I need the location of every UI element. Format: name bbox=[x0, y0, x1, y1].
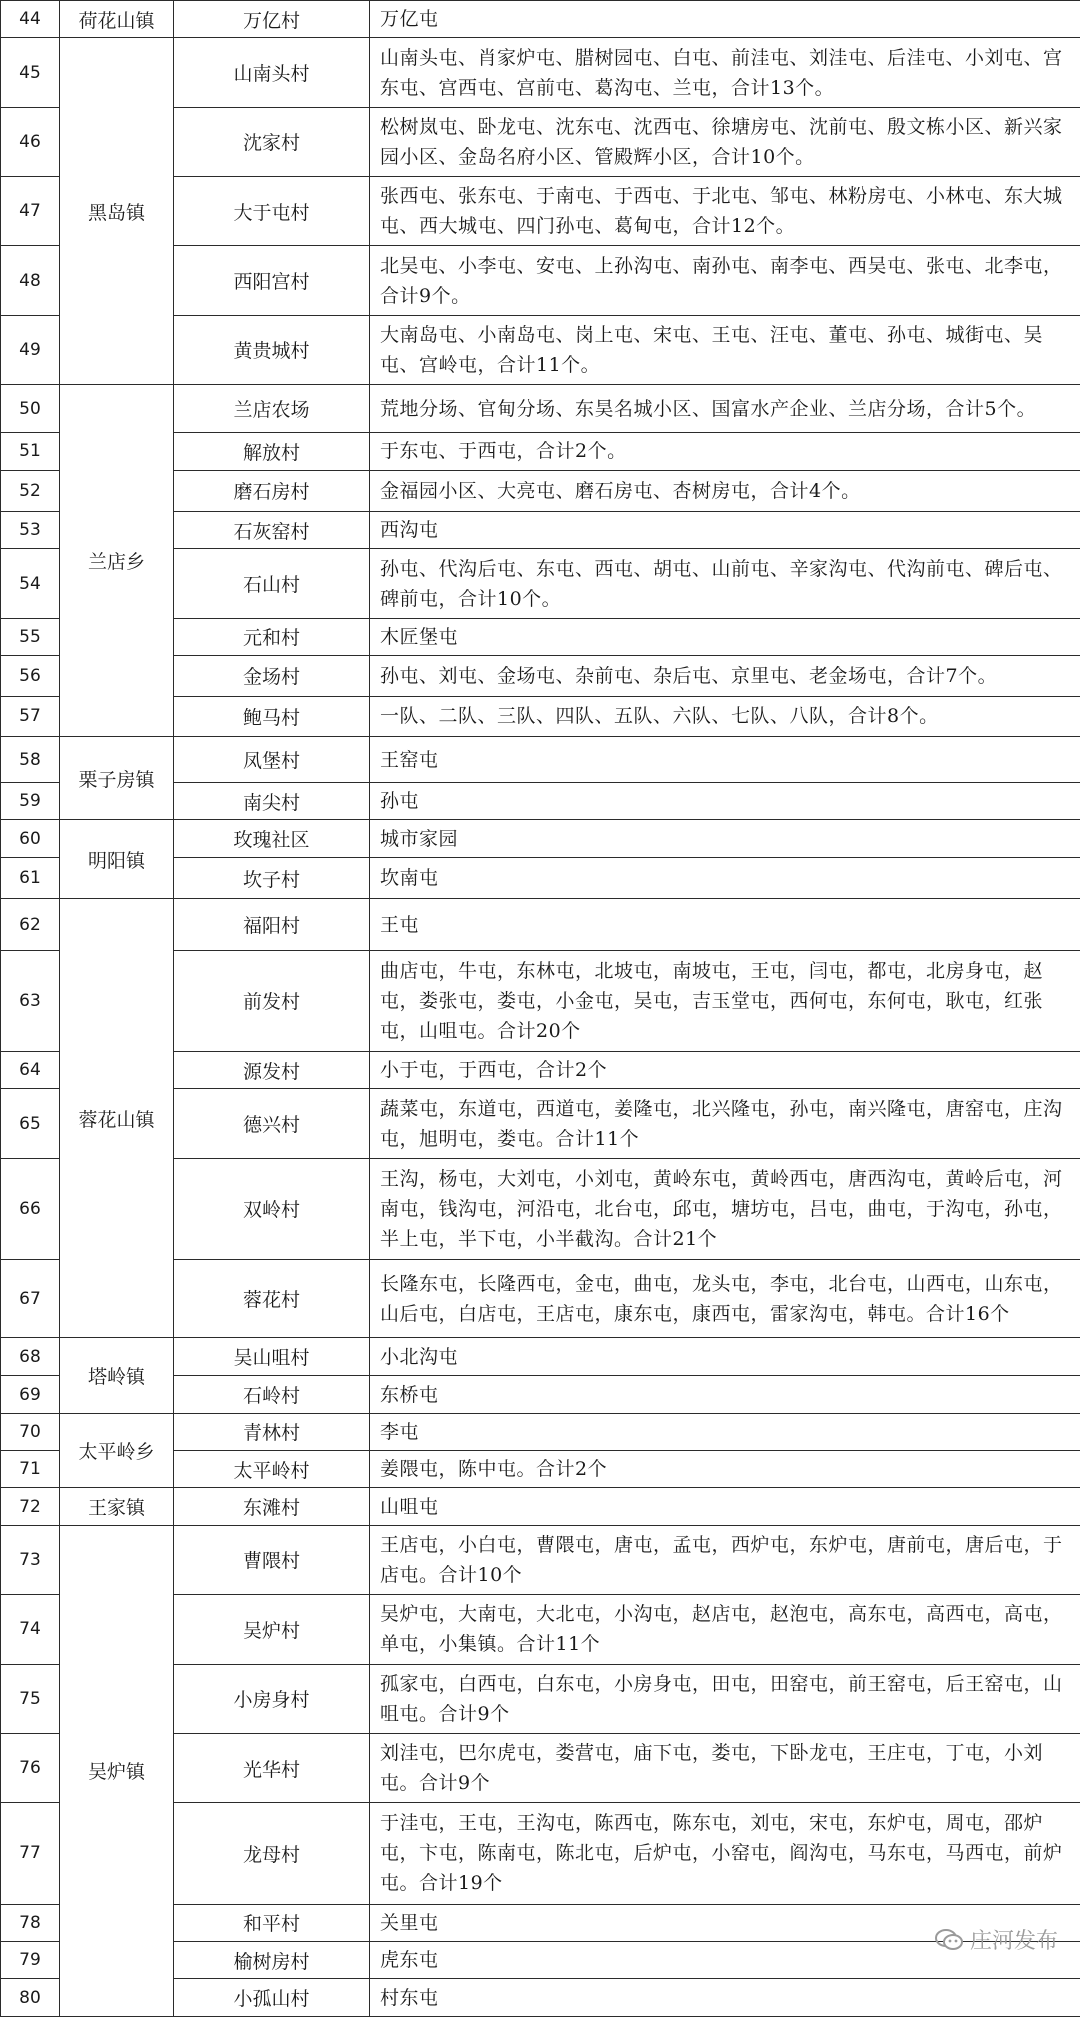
tun-list: 孤家屯，白西屯，白东屯，小房身屯，田屯，田窑屯，前王窑屯，后王窑屯，山咀屯。合计9个 bbox=[370, 1664, 1080, 1733]
village-name: 凤堡村 bbox=[174, 737, 370, 783]
row-number: 45 bbox=[1, 38, 60, 107]
row-number: 69 bbox=[1, 1376, 60, 1413]
tun-list: 荒地分场、官甸分场、东昊名城小区、国富水产企业、兰店分场，合计5个。 bbox=[370, 385, 1080, 433]
row-number: 75 bbox=[1, 1664, 60, 1733]
tun-list: 曲店屯，牛屯，东林屯，北坡屯，南坡屯，王屯，闫屯，都屯，北房身屯，赵屯，娄张屯，娄屯，小金屯，吴屯，吉玉堂屯，西何屯，东何屯，耿屯，红张屯，山咀屯。合计20个 bbox=[370, 950, 1080, 1051]
tun-list: 城市家园 bbox=[370, 820, 1080, 857]
tun-list: 姜隈屯，陈中屯。合计2个 bbox=[370, 1451, 1080, 1488]
village-name: 元和村 bbox=[174, 618, 370, 655]
tun-list: 金福园小区、大亮屯、磨石房屯、杏树房屯，合计4个。 bbox=[370, 470, 1080, 512]
tun-list: 万亿屯 bbox=[370, 1, 1080, 38]
row-number: 76 bbox=[1, 1733, 60, 1802]
town-name: 兰店乡 bbox=[60, 385, 174, 737]
village-name: 双岭村 bbox=[174, 1158, 370, 1259]
row-number: 61 bbox=[1, 857, 60, 899]
tun-list: 王屯 bbox=[370, 899, 1080, 950]
row-number: 51 bbox=[1, 433, 60, 470]
village-name: 金场村 bbox=[174, 656, 370, 697]
village-name: 解放村 bbox=[174, 433, 370, 470]
row-number: 57 bbox=[1, 696, 60, 737]
tun-list: 孙屯、代沟后屯、东屯、西屯、胡屯、山前屯、辛家沟屯、代沟前屯、碑后屯、碑前屯，合计10个。 bbox=[370, 549, 1080, 618]
row-number: 72 bbox=[1, 1488, 60, 1525]
row-number: 49 bbox=[1, 315, 60, 384]
tun-list: 刘洼屯，巴尔虎屯，娄营屯，庙下屯，娄屯，下卧龙屯，王庄屯，丁屯，小刘屯。合计9个 bbox=[370, 1733, 1080, 1802]
town-name: 明阳镇 bbox=[60, 820, 174, 899]
tun-list: 东桥屯 bbox=[370, 1376, 1080, 1413]
row-number: 60 bbox=[1, 820, 60, 857]
table-row bbox=[1, 1525, 1080, 1594]
table-row bbox=[1, 385, 1080, 433]
village-name: 山南头村 bbox=[174, 38, 370, 107]
table-row bbox=[1, 1338, 1080, 1376]
tun-list: 村东屯 bbox=[370, 1979, 1080, 2017]
town-name: 王家镇 bbox=[60, 1488, 174, 1525]
town-name: 塔岭镇 bbox=[60, 1338, 174, 1414]
row-number: 64 bbox=[1, 1052, 60, 1089]
tun-list: 孙屯、刘屯、金场屯、杂前屯、杂后屯、京里屯、老金场屯，合计7个。 bbox=[370, 656, 1080, 697]
village-name: 前发村 bbox=[174, 950, 370, 1051]
village-name: 和平村 bbox=[174, 1904, 370, 1941]
row-number: 52 bbox=[1, 470, 60, 512]
tun-list: 坎南屯 bbox=[370, 857, 1080, 899]
town-name: 蓉花山镇 bbox=[60, 899, 174, 1338]
tun-list: 关里屯 bbox=[370, 1904, 1080, 1941]
table-row bbox=[1, 1, 1080, 38]
village-name: 坎子村 bbox=[174, 857, 370, 899]
village-name: 石岭村 bbox=[174, 1376, 370, 1413]
village-name: 大于屯村 bbox=[174, 177, 370, 246]
tun-list: 木匠堡屯 bbox=[370, 618, 1080, 655]
tun-list: 王窑屯 bbox=[370, 737, 1080, 783]
village-name: 太平岭村 bbox=[174, 1451, 370, 1488]
tun-list: 李屯 bbox=[370, 1413, 1080, 1450]
row-number: 59 bbox=[1, 783, 60, 820]
tun-list: 孙屯 bbox=[370, 783, 1080, 820]
row-number: 74 bbox=[1, 1595, 60, 1664]
row-number: 56 bbox=[1, 656, 60, 697]
tun-list: 一队、二队、三队、四队、五队、六队、七队、八队，合计8个。 bbox=[370, 696, 1080, 737]
village-name: 青林村 bbox=[174, 1413, 370, 1450]
row-number: 46 bbox=[1, 107, 60, 176]
tun-list: 小于屯，于西屯，合计2个 bbox=[370, 1052, 1080, 1089]
village-name: 福阳村 bbox=[174, 899, 370, 950]
row-number: 78 bbox=[1, 1904, 60, 1941]
village-name: 吴山咀村 bbox=[174, 1338, 370, 1376]
village-name: 小孤山村 bbox=[174, 1979, 370, 2017]
village-name: 小房身村 bbox=[174, 1664, 370, 1733]
row-number: 58 bbox=[1, 737, 60, 783]
tun-list: 北吴屯、小李屯、安屯、上孙沟屯、南孙屯、南李屯、西吴屯、张屯、北李屯，合计9个。 bbox=[370, 246, 1080, 315]
tun-list: 山咀屯 bbox=[370, 1488, 1080, 1525]
village-name: 光华村 bbox=[174, 1733, 370, 1802]
row-number: 73 bbox=[1, 1525, 60, 1594]
row-number: 70 bbox=[1, 1413, 60, 1450]
row-number: 77 bbox=[1, 1803, 60, 1904]
tun-list: 山南头屯、肖家炉屯、腊树园屯、白屯、前洼屯、刘洼屯、后洼屯、小刘屯、宫东屯、宫西屯、宫前屯、葛沟屯、兰屯，合计13个。 bbox=[370, 38, 1080, 107]
village-name: 沈家村 bbox=[174, 107, 370, 176]
row-number: 66 bbox=[1, 1158, 60, 1259]
tun-list: 松树岚屯、卧龙屯、沈东屯、沈西屯、徐塘房屯、沈前屯、殷文栋小区、新兴家园小区、金岛名府小区、管殿辉小区，合计10个。 bbox=[370, 107, 1080, 176]
row-number: 54 bbox=[1, 549, 60, 618]
table-row bbox=[1, 820, 1080, 857]
village-name: 鲍马村 bbox=[174, 696, 370, 737]
table-row bbox=[1, 1413, 1080, 1450]
table-row bbox=[1, 1488, 1080, 1525]
village-name: 源发村 bbox=[174, 1052, 370, 1089]
village-name: 石山村 bbox=[174, 549, 370, 618]
table-row bbox=[1, 737, 1080, 783]
row-number: 80 bbox=[1, 1979, 60, 2017]
village-name: 万亿村 bbox=[174, 1, 370, 38]
row-number: 62 bbox=[1, 899, 60, 950]
table-row bbox=[1, 38, 1080, 107]
row-number: 79 bbox=[1, 1941, 60, 1978]
row-number: 47 bbox=[1, 177, 60, 246]
tun-list: 于洼屯，王屯，王沟屯，陈西屯，陈东屯，刘屯，宋屯，东炉屯，周屯，邵炉屯，卞屯，陈南屯，陈北屯，后炉屯，小窑屯，阎沟屯，马东屯，马西屯，前炉屯。合计19个 bbox=[370, 1803, 1080, 1904]
village-name: 西阳宫村 bbox=[174, 246, 370, 315]
row-number: 53 bbox=[1, 512, 60, 549]
village-name: 黄贵城村 bbox=[174, 315, 370, 384]
tun-list: 蔬菜屯，东道屯，西道屯，姜隆屯，北兴隆屯，孙屯，南兴隆屯，唐窑屯，庄沟屯，旭明屯，娄屯。合计11个 bbox=[370, 1089, 1080, 1158]
village-name: 玫瑰社区 bbox=[174, 820, 370, 857]
row-number: 63 bbox=[1, 950, 60, 1051]
village-name: 德兴村 bbox=[174, 1089, 370, 1158]
tun-list: 大南岛屯、小南岛屯、岗上屯、宋屯、王屯、汪屯、董屯、孙屯、城街屯、吴屯、宫岭屯，合计11个。 bbox=[370, 315, 1080, 384]
village-name: 东滩村 bbox=[174, 1488, 370, 1525]
tun-list: 王店屯，小白屯，曹隈屯，唐屯，孟屯，西炉屯，东炉屯，唐前屯，唐后屯，于店屯。合计10个 bbox=[370, 1525, 1080, 1594]
village-name: 磨石房村 bbox=[174, 470, 370, 512]
village-name: 吴炉村 bbox=[174, 1595, 370, 1664]
tun-list: 于东屯、于西屯，合计2个。 bbox=[370, 433, 1080, 470]
town-name: 栗子房镇 bbox=[60, 737, 174, 820]
tun-list: 吴炉屯，大南屯，大北屯，小沟屯，赵店屯，赵泡屯，高东屯，高西屯，高屯，单屯，小集镇。合计11个 bbox=[370, 1595, 1080, 1664]
row-number: 71 bbox=[1, 1451, 60, 1488]
village-name: 石灰窑村 bbox=[174, 512, 370, 549]
row-number: 50 bbox=[1, 385, 60, 433]
tun-list: 张西屯、张东屯、于南屯、于西屯、于北屯、邹屯、林粉房屯、小林屯、东大城屯、西大城屯、四门孙屯、葛甸屯，合计12个。 bbox=[370, 177, 1080, 246]
town-name: 吴炉镇 bbox=[60, 1525, 174, 2016]
watermark-text: 庄河发布 bbox=[969, 1929, 1058, 1954]
town-name: 太平岭乡 bbox=[60, 1413, 174, 1488]
village-name: 蓉花村 bbox=[174, 1260, 370, 1338]
town-name: 荷花山镇 bbox=[60, 1, 174, 38]
tun-list: 虎东屯 bbox=[370, 1941, 1080, 1978]
row-number: 68 bbox=[1, 1338, 60, 1376]
row-number: 67 bbox=[1, 1260, 60, 1338]
tun-list: 王沟，杨屯，大刘屯，小刘屯，黄岭东屯，黄岭西屯，唐西沟屯，黄岭后屯，河南屯，钱沟屯，河沿屯，北台屯，邱屯，塘坊屯，吕屯，曲屯，于沟屯，孙屯，半上屯，半下屯，小半截沟。合计21个 bbox=[370, 1158, 1080, 1259]
village-name: 曹隈村 bbox=[174, 1525, 370, 1594]
table-row bbox=[1, 899, 1080, 950]
row-number: 65 bbox=[1, 1089, 60, 1158]
town-name: 黑岛镇 bbox=[60, 38, 174, 385]
village-name: 兰店农场 bbox=[174, 385, 370, 433]
tun-list: 长隆东屯，长隆西屯，金屯，曲屯，龙头屯，李屯，北台屯，山西屯，山东屯，山后屯，白店屯，王店屯，康东屯，康西屯，雷家沟屯，韩屯。合计16个 bbox=[370, 1260, 1080, 1338]
tun-list: 西沟屯 bbox=[370, 512, 1080, 549]
tun-list: 小北沟屯 bbox=[370, 1338, 1080, 1376]
row-number: 48 bbox=[1, 246, 60, 315]
row-number: 55 bbox=[1, 618, 60, 655]
village-name: 南尖村 bbox=[174, 783, 370, 820]
village-name: 榆树房村 bbox=[174, 1941, 370, 1978]
table-body bbox=[1, 1, 1080, 2017]
village-name: 龙母村 bbox=[174, 1803, 370, 1904]
row-number: 44 bbox=[1, 1, 60, 38]
